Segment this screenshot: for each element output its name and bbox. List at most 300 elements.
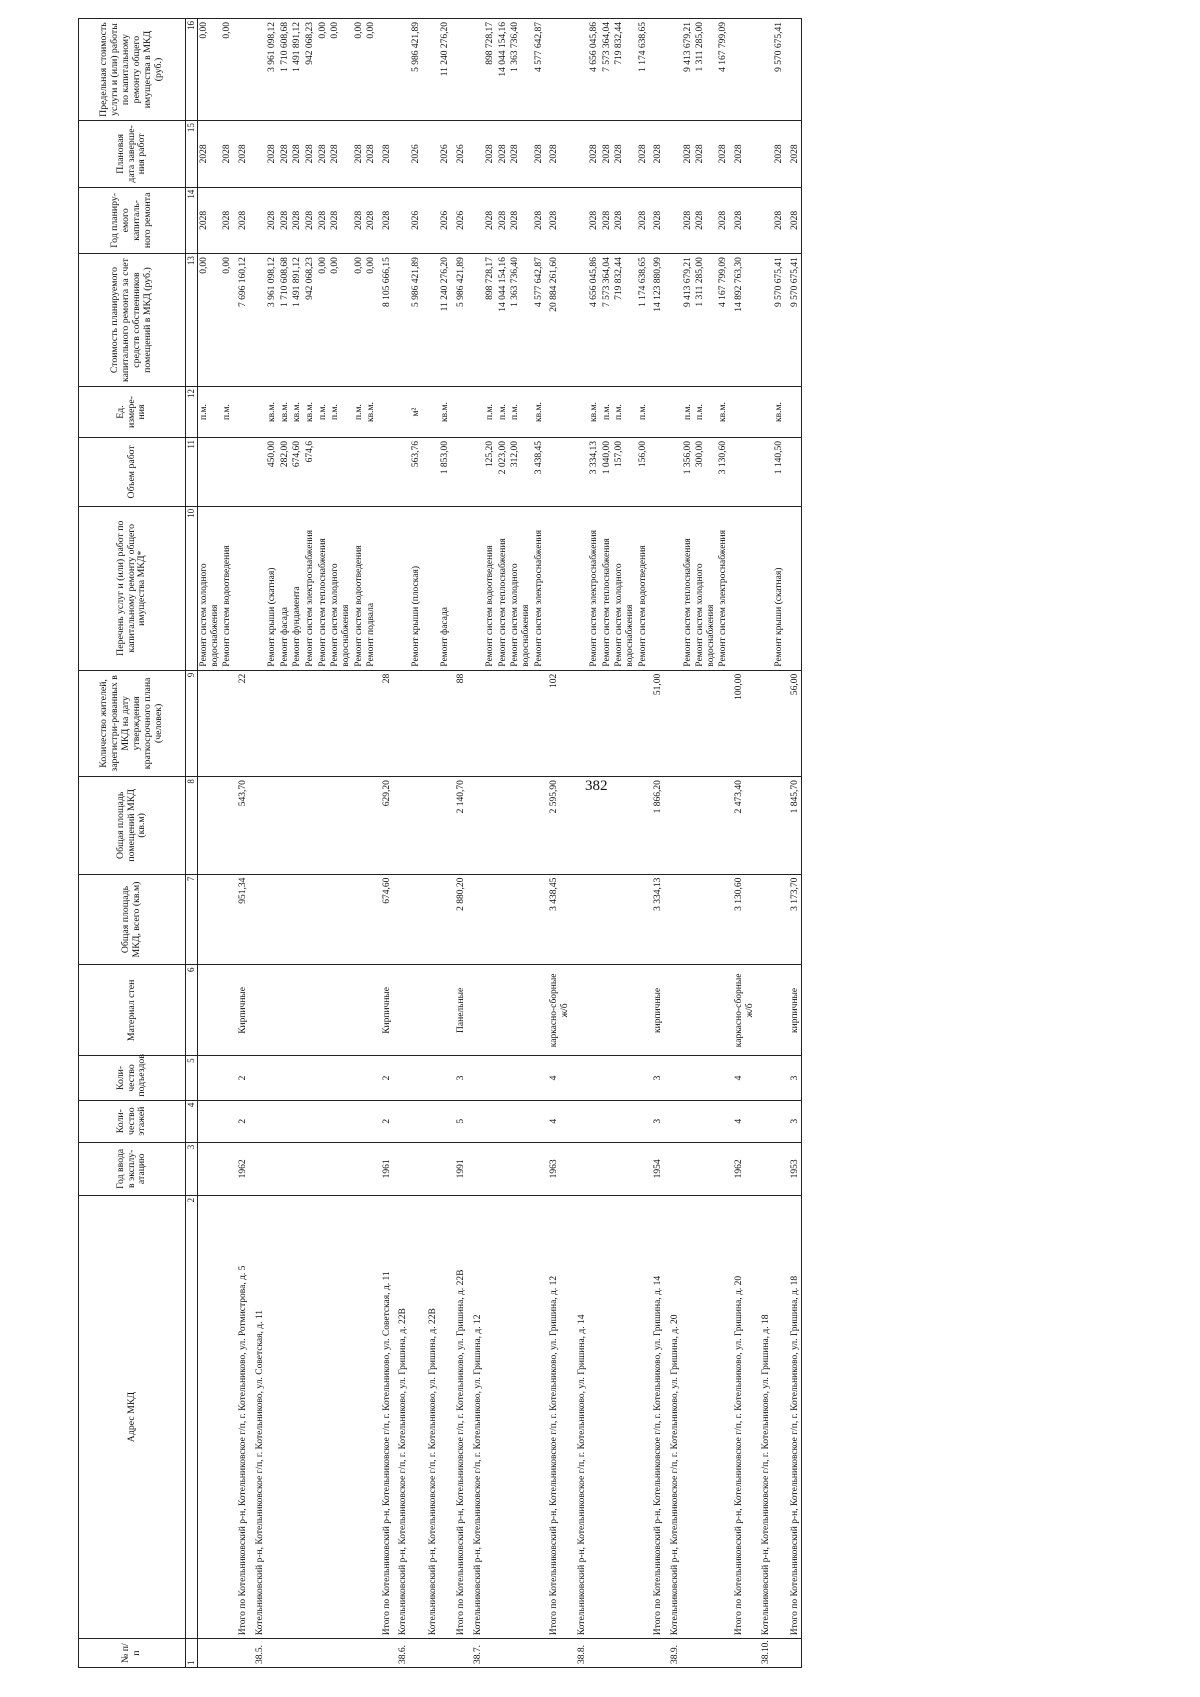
empty-cell	[439, 670, 452, 776]
work-cost: 4 577 642,87	[533, 254, 546, 387]
work-volume: 3 334,13	[588, 438, 601, 507]
empty-cell	[545, 1639, 571, 1668]
empty-cell	[468, 19, 485, 121]
work-unit: кв.м.	[439, 387, 452, 438]
empty-cell	[393, 19, 410, 121]
work-end-date: 2028	[221, 121, 234, 187]
premises-area: 2 595,90	[545, 777, 571, 875]
work-cost: 719 832,44	[613, 254, 636, 387]
empty-cell	[353, 777, 366, 875]
column-header: Общая площадь помещений МКД (кв.м)	[79, 777, 186, 875]
total-cost: 5 986 421,89	[452, 254, 468, 387]
work-type: Ремонт систем электроснабжения	[588, 506, 601, 670]
empty-cell	[588, 965, 601, 1056]
empty-cell	[304, 1142, 317, 1195]
empty-cell	[393, 874, 410, 965]
empty-cell	[572, 1142, 589, 1195]
empty-cell	[279, 965, 292, 1056]
work-plan-year: 2026	[439, 187, 452, 253]
empty-cell	[468, 254, 485, 387]
work-unit: п.м.	[317, 387, 330, 438]
build-year: 1961	[378, 1142, 394, 1195]
work-unit: п.м.	[221, 387, 234, 438]
work-plan-year: 2028	[279, 187, 292, 253]
column-number: 1	[186, 1639, 198, 1668]
empty-cell	[468, 777, 485, 875]
house-row	[393, 19, 410, 1668]
work-limit-cost: 0,00	[353, 19, 366, 121]
work-volume	[198, 438, 222, 507]
empty-cell	[329, 670, 352, 776]
empty-cell	[545, 438, 571, 507]
empty-cell	[353, 874, 366, 965]
empty-cell	[588, 670, 601, 776]
empty-cell	[773, 777, 786, 875]
empty-cell	[198, 1195, 222, 1638]
work-volume: 563,76	[410, 438, 423, 507]
empty-cell	[756, 438, 773, 507]
empty-cell	[497, 1195, 510, 1638]
work-end-date: 2028	[279, 121, 292, 187]
column-header: Коли-чество этажей	[79, 1100, 186, 1142]
work-unit: кв.м.	[266, 387, 279, 438]
total-address: Итого по Котельниковский р-н, Котельниковское г/п, г. Котельниково, ул. Гришина, д. 20	[730, 1195, 756, 1638]
table-body	[198, 19, 802, 1668]
empty-cell	[786, 1639, 802, 1668]
work-cost: 0,00	[198, 254, 222, 387]
empty-cell	[637, 1056, 650, 1100]
empty-cell	[317, 1056, 330, 1100]
empty-cell	[468, 670, 485, 776]
empty-cell	[533, 1142, 546, 1195]
empty-cell	[484, 1056, 497, 1100]
entrances-count: 3	[452, 1056, 468, 1100]
table-header	[79, 19, 198, 1668]
empty-cell	[730, 1639, 756, 1668]
empty-cell	[423, 1100, 440, 1142]
empty-cell	[682, 1056, 695, 1100]
empty-cell	[266, 777, 279, 875]
empty-cell	[637, 670, 650, 776]
work-plan-year: 2028	[682, 187, 695, 253]
empty-cell	[533, 777, 546, 875]
work-limit-cost: 0,00	[365, 19, 378, 121]
floors-count: 3	[649, 1100, 665, 1142]
total-row	[730, 19, 756, 1668]
work-volume: 1 356,00	[682, 438, 695, 507]
empty-cell	[304, 1100, 317, 1142]
work-type: Ремонт фундамента	[291, 506, 304, 670]
column-header: Перечень услуг и (или) работ по капитальному ремонту общего имущества МКД*	[79, 506, 186, 670]
repair-plan-table	[78, 18, 802, 1668]
work-unit: кв.м.	[279, 387, 292, 438]
empty-cell	[497, 670, 510, 776]
work-cost: 1 363 736,40	[509, 254, 532, 387]
empty-cell	[773, 1142, 786, 1195]
empty-cell	[613, 965, 636, 1056]
work-unit: кв.м.	[291, 387, 304, 438]
total-area: 951,34	[234, 874, 250, 965]
empty-cell	[221, 1142, 234, 1195]
empty-cell	[291, 670, 304, 776]
empty-cell	[717, 670, 730, 776]
work-volume	[353, 438, 366, 507]
empty-cell	[613, 874, 636, 965]
empty-cell	[250, 670, 267, 776]
total-area: 3 173,70	[786, 874, 802, 965]
empty-cell	[756, 506, 773, 670]
empty-cell	[250, 506, 267, 670]
empty-cell	[509, 1639, 532, 1668]
empty-cell	[572, 187, 589, 253]
empty-cell	[329, 1639, 352, 1668]
work-row	[410, 19, 423, 1668]
work-limit-cost: 9 570 675,41	[773, 19, 786, 121]
empty-cell	[484, 1639, 497, 1668]
empty-cell	[533, 1639, 546, 1668]
work-plan-year: 2028	[365, 187, 378, 253]
residents-count: 22	[234, 670, 250, 776]
total-plan-year: 2028	[649, 187, 665, 253]
empty-cell	[682, 1195, 695, 1638]
total-row	[649, 19, 665, 1668]
empty-cell	[365, 1142, 378, 1195]
work-row	[509, 19, 532, 1668]
work-volume: 450,00	[266, 438, 279, 507]
work-volume: 1 853,00	[439, 438, 452, 507]
total-end-date: 2028	[545, 121, 571, 187]
work-volume: 2 023,00	[497, 438, 510, 507]
premises-area: 543,70	[234, 777, 250, 875]
work-cost: 9 570 675,41	[773, 254, 786, 387]
empty-cell	[365, 965, 378, 1056]
empty-cell	[378, 506, 394, 670]
work-volume: 282,00	[279, 438, 292, 507]
empty-cell	[694, 1142, 717, 1195]
work-row	[717, 19, 730, 1668]
empty-cell	[279, 874, 292, 965]
work-plan-year: 2028	[613, 187, 636, 253]
empty-cell	[533, 670, 546, 776]
build-year: 1962	[730, 1142, 756, 1195]
work-volume: 1 040,00	[601, 438, 614, 507]
total-area: 3 438,45	[545, 874, 571, 965]
work-unit: кв.м.	[365, 387, 378, 438]
work-unit: кв.м.	[304, 387, 317, 438]
empty-cell	[423, 965, 440, 1056]
work-row	[266, 19, 279, 1668]
empty-cell	[317, 965, 330, 1056]
empty-cell	[694, 1639, 717, 1668]
work-limit-cost: 0,00	[198, 19, 222, 121]
house-address: Котельниковский р-н, Котельниковское г/п, г. Котельниково, ул. Советская, д. 11	[250, 1195, 267, 1638]
work-type: Ремонт систем водоотведения	[353, 506, 366, 670]
total-row	[234, 19, 250, 1668]
work-row	[682, 19, 695, 1668]
empty-cell	[601, 1100, 614, 1142]
empty-cell	[234, 19, 250, 121]
empty-cell	[682, 965, 695, 1056]
work-limit-cost: 4 656 045,86	[588, 19, 601, 121]
wall-material: каркасно-сборные ж/б	[730, 965, 756, 1056]
column-header: Адрес МКД	[79, 1195, 186, 1638]
work-end-date: 2028	[533, 121, 546, 187]
work-type: Ремонт систем водоотведения	[221, 506, 234, 670]
empty-cell	[221, 777, 234, 875]
work-plan-year: 2028	[497, 187, 510, 253]
empty-cell	[786, 506, 802, 670]
empty-cell	[665, 1142, 682, 1195]
work-row	[365, 19, 378, 1668]
residents-count: 88	[452, 670, 468, 776]
empty-cell	[353, 965, 366, 1056]
total-address: Итого по Котельниковский р-н, Котельниковское г/п, г. Котельниково, ул. Гришина, д. 18	[786, 1195, 802, 1638]
entrances-count: 4	[545, 1056, 571, 1100]
work-type: Ремонт фасада	[439, 506, 452, 670]
work-plan-year: 2026	[410, 187, 423, 253]
empty-cell	[509, 1142, 532, 1195]
entrances-count: 2	[234, 1056, 250, 1100]
work-type: Ремонт систем водоотведения	[637, 506, 650, 670]
work-limit-cost: 1 710 608,68	[279, 19, 292, 121]
empty-cell	[682, 1100, 695, 1142]
empty-cell	[572, 19, 589, 121]
empty-cell	[410, 1142, 423, 1195]
empty-cell	[533, 1195, 546, 1638]
empty-cell	[649, 438, 665, 507]
empty-cell	[250, 1056, 267, 1100]
work-end-date: 2028	[353, 121, 366, 187]
total-plan-year: 2026	[452, 187, 468, 253]
empty-cell	[250, 254, 267, 387]
total-cost: 7 696 160,12	[234, 254, 250, 387]
empty-cell	[613, 1142, 636, 1195]
work-row	[694, 19, 717, 1668]
empty-cell	[317, 1639, 330, 1668]
empty-cell	[545, 387, 571, 438]
empty-cell	[572, 121, 589, 187]
work-limit-cost: 1 311 285,00	[694, 19, 717, 121]
empty-cell	[665, 187, 682, 253]
empty-cell	[329, 1142, 352, 1195]
work-unit: п.м.	[694, 387, 717, 438]
column-number: 6	[186, 965, 198, 1056]
empty-cell	[497, 874, 510, 965]
empty-cell	[410, 670, 423, 776]
empty-cell	[694, 874, 717, 965]
total-end-date: 2028	[234, 121, 250, 187]
column-number: 9	[186, 670, 198, 776]
wall-material: Кирпичные	[378, 965, 394, 1056]
empty-cell	[601, 1142, 614, 1195]
empty-cell	[509, 874, 532, 965]
total-plan-year: 2028	[786, 187, 802, 253]
work-cost: 5 986 421,89	[410, 254, 423, 387]
total-row	[452, 19, 468, 1668]
work-plan-year: 2028	[773, 187, 786, 253]
empty-cell	[665, 506, 682, 670]
work-limit-cost: 0,00	[221, 19, 234, 121]
work-type: Ремонт систем теплоснабжения	[317, 506, 330, 670]
empty-cell	[588, 1142, 601, 1195]
work-limit-cost: 898 728,17	[484, 19, 497, 121]
work-end-date: 2026	[439, 121, 452, 187]
empty-cell	[221, 874, 234, 965]
empty-cell	[198, 1639, 222, 1668]
residents-count: 102	[545, 670, 571, 776]
empty-cell	[533, 965, 546, 1056]
total-end-date: 2026	[452, 121, 468, 187]
work-row	[588, 19, 601, 1668]
empty-cell	[423, 1639, 440, 1668]
empty-cell	[613, 1056, 636, 1100]
empty-cell	[665, 965, 682, 1056]
work-volume: 1 140,50	[773, 438, 786, 507]
empty-cell	[279, 670, 292, 776]
empty-cell	[365, 1100, 378, 1142]
empty-cell	[234, 506, 250, 670]
empty-cell	[468, 438, 485, 507]
total-address: Итого по Котельниковский р-н, Котельниковское г/п, г. Котельниково, ул. Гришина, д. 12	[545, 1195, 571, 1638]
empty-cell	[279, 1639, 292, 1668]
empty-cell	[291, 1100, 304, 1142]
residents-count: 56,00	[786, 670, 802, 776]
work-cost: 0,00	[365, 254, 378, 387]
house-address: Котельниковский р-н, Котельниковское г/п, г. Котельниково, ул. Гришина, д. 20	[665, 1195, 682, 1638]
total-area: 674,60	[378, 874, 394, 965]
work-volume	[365, 438, 378, 507]
empty-cell	[250, 1100, 267, 1142]
empty-cell	[234, 387, 250, 438]
empty-cell	[198, 1142, 222, 1195]
empty-cell	[637, 777, 650, 875]
work-row	[291, 19, 304, 1668]
empty-cell	[439, 1142, 452, 1195]
empty-cell	[423, 121, 440, 187]
empty-cell	[497, 1056, 510, 1100]
work-row	[198, 19, 222, 1668]
wall-material: каркасно-сборные ж/б	[545, 965, 571, 1056]
column-number: 3	[186, 1142, 198, 1195]
work-end-date: 2028	[637, 121, 650, 187]
empty-cell	[756, 387, 773, 438]
work-end-date: 2028	[304, 121, 317, 187]
column-header: Материал стен	[79, 965, 186, 1056]
column-number: 15	[186, 121, 198, 187]
empty-cell	[291, 1056, 304, 1100]
entrances-count: 2	[378, 1056, 394, 1100]
empty-cell	[393, 506, 410, 670]
empty-cell	[694, 777, 717, 875]
empty-cell	[773, 874, 786, 965]
work-row	[773, 19, 786, 1668]
work-volume	[317, 438, 330, 507]
total-end-date: 2028	[730, 121, 756, 187]
empty-cell	[649, 387, 665, 438]
work-unit: м²	[410, 387, 423, 438]
empty-cell	[717, 1639, 730, 1668]
empty-cell	[329, 1100, 352, 1142]
column-header: Ед. измере-ния	[79, 387, 186, 438]
empty-cell	[756, 874, 773, 965]
empty-cell	[221, 1195, 234, 1638]
empty-cell	[393, 1056, 410, 1100]
empty-cell	[317, 670, 330, 776]
empty-cell	[588, 1195, 601, 1638]
total-row	[378, 19, 394, 1668]
entrances-count: 3	[649, 1056, 665, 1100]
column-number: 11	[186, 438, 198, 507]
empty-cell	[682, 1639, 695, 1668]
column-number: 13	[186, 254, 198, 387]
build-year: 1954	[649, 1142, 665, 1195]
empty-cell	[279, 1100, 292, 1142]
column-number: 7	[186, 874, 198, 965]
work-volume	[329, 438, 352, 507]
empty-cell	[572, 777, 589, 875]
empty-cell	[484, 1195, 497, 1638]
empty-cell	[533, 1100, 546, 1142]
empty-cell	[509, 670, 532, 776]
empty-cell	[423, 506, 440, 670]
empty-cell	[250, 387, 267, 438]
empty-cell	[572, 965, 589, 1056]
empty-cell	[468, 1056, 485, 1100]
empty-cell	[773, 1100, 786, 1142]
empty-cell	[786, 438, 802, 507]
work-row	[601, 19, 614, 1668]
work-cost: 898 728,17	[484, 254, 497, 387]
house-address: Котельниковский р-н, Котельниковское г/п, г. Котельниково, ул. Гришина, д. 22В	[423, 1195, 440, 1638]
build-year: 1963	[545, 1142, 571, 1195]
empty-cell	[423, 19, 440, 121]
house-number: 38.7.	[468, 1639, 485, 1668]
work-cost: 4 656 045,86	[588, 254, 601, 387]
work-cost: 0,00	[353, 254, 366, 387]
work-plan-year: 2028	[717, 187, 730, 253]
empty-cell	[317, 1195, 330, 1638]
total-row	[786, 19, 802, 1668]
empty-cell	[730, 19, 756, 121]
empty-cell	[484, 965, 497, 1056]
empty-cell	[756, 19, 773, 121]
empty-cell	[756, 670, 773, 776]
empty-cell	[452, 438, 468, 507]
empty-cell	[637, 1142, 650, 1195]
column-header: Год планиру-емого капиталь-ного ремонта	[79, 187, 186, 253]
total-row	[545, 19, 571, 1668]
empty-cell	[665, 874, 682, 965]
empty-cell	[353, 1100, 366, 1142]
column-header: Количество жителей, зарегистри-рованных в МКД на дату утверждения краткосрочного плана (человек)	[79, 670, 186, 776]
empty-cell	[452, 19, 468, 121]
empty-cell	[545, 19, 571, 121]
column-header: Плановая дата заверше-ния работ	[79, 121, 186, 187]
empty-cell	[497, 965, 510, 1056]
work-end-date: 2028	[509, 121, 532, 187]
work-row	[613, 19, 636, 1668]
empty-cell	[730, 506, 756, 670]
empty-cell	[439, 1056, 452, 1100]
empty-cell	[266, 1100, 279, 1142]
house-address: Котельниковский р-н, Котельниковское г/п, г. Котельниково, ул. Гришина, д. 18	[756, 1195, 773, 1638]
empty-cell	[773, 1639, 786, 1668]
column-header: Год ввода в эксплу-атацию	[79, 1142, 186, 1195]
empty-cell	[423, 777, 440, 875]
empty-cell	[649, 1639, 665, 1668]
work-unit: п.м.	[198, 387, 222, 438]
empty-cell	[365, 1056, 378, 1100]
